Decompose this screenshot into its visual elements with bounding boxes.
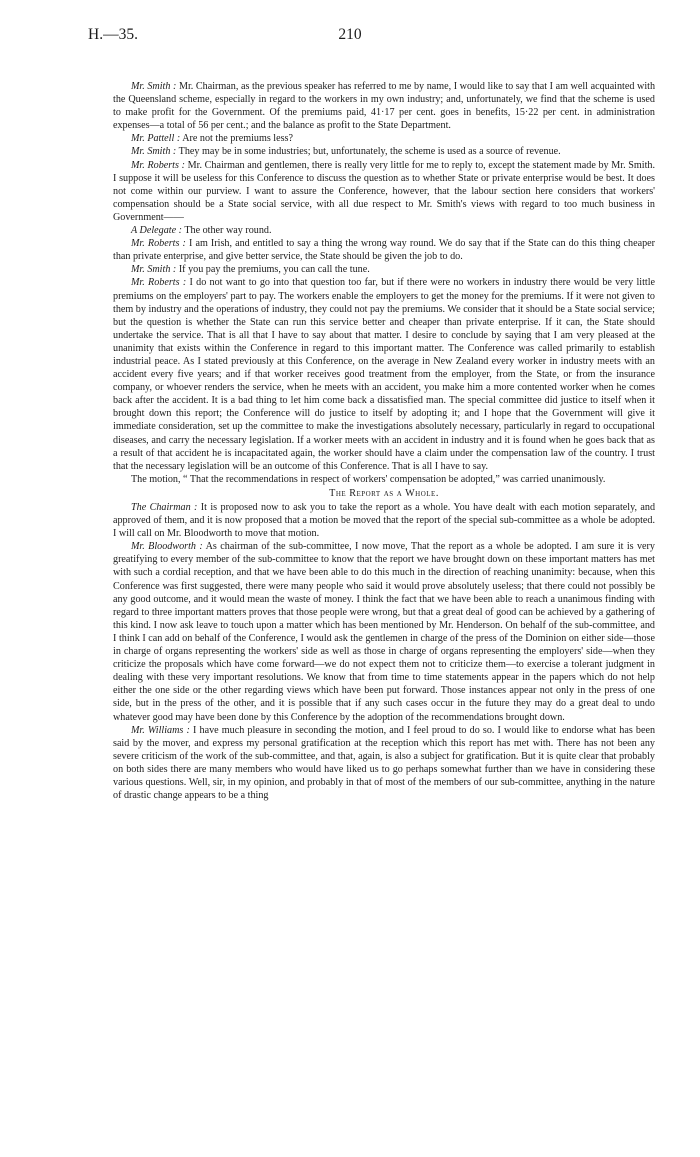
paragraph — [113, 540, 655, 723]
paragraph-text: Mr. Chairman and gentlemen, there is really very little for me to reply to, except the statement made by Mr. Smith. I suppose it will be useless for this Conference to discuss the question as to whether State or private enterprise would be best. It does not come within our purview. I want to assure the Conference, however, that the labour section here considers that workers' compensation should be a State social service, with all due respect to Mr. Smith's views with regard to too much business in Government—— — [113, 159, 656, 223]
page-number: 210 — [338, 26, 362, 43]
section-heading: The Report as a Whole. — [329, 487, 439, 499]
paragraph-text: Mr. Chairman, as the previous speaker has referred to me by name, I would like to say that I am well acquainted with the Queensland scheme, especially in regard to the workers in my own industry; and, unfortunately, we find that the scheme is used to make profit for the Government. Of the premiums paid, 41·17 per cent. goes in benefits, 15·22 per cent. in administration expenses—a total of 56 per cent.; and the balance as profit to the State Department. — [113, 81, 656, 132]
speaker-name: Mr. Smith : — [131, 146, 177, 158]
speaker-name: Mr. Roberts : — [131, 238, 186, 250]
paragraph-text: As chairman of the sub-committee, I now move, That the report as a whole be adopted. I am sure it is very greatifying to every member of the sub-committee to know that the report we have brought down on these important matters has met with such a cordial reception, and that we have been able to do this much in the direction of reaching unanimity: because, when this Conference was first suggested, there were many people who said it would prove absolutely useless; that there could not possibly be any good outcome, and it would mean the waste of money. I think the fact that we have been able to reach a unanimous finding with regard to three important matters proves that those people were wrong, but that a great deal of good can be achieved by a gathering of this kind. I now ask leave to touch upon a matter which has been mentioned by Mr. Henderson. On behalf of the sub-committee, and I think I can add on behalf of the Conference, I would ask the gentlemen in charge of the press of the Dominion on either side—those in charge of organs representing the workers' side as well as those in charge of organs representing the employers' side—when they criticize the proposals which have come forward—we do not expect them not to criticize them—to exercise a tolerant judgment in dealing with these very important resolutions. We know that from time to time statements appear in the papers which do not help either the one side or the other regarding views which have been put forward. Those instances appear not only in the press of one side, but in the press of the other, and it is possible that if any such cases occur in the future they may do a great deal to undo whatever good may have been done by this Conference by the adoption of the recommendations brought down. — [113, 541, 655, 723]
paragraph — [113, 724, 655, 803]
page-header — [88, 26, 612, 46]
paragraph-text: Are not the premiums less? — [182, 133, 293, 145]
speaker-name: Mr. Roberts : — [131, 159, 185, 171]
paragraph-text: The other way round. — [184, 225, 272, 237]
motion-result-paragraph — [113, 473, 655, 486]
paragraph — [113, 159, 655, 224]
paragraph — [113, 132, 655, 145]
paragraph — [113, 237, 655, 263]
speaker-name: Mr. Bloodworth : — [131, 541, 203, 553]
paragraph-text: I am Irish, and entitled to say a thing the wrong way round. We do say that if the State can do this thing cheaper than private enterprise, and give better service, the State should be given the job to do. — [113, 238, 656, 263]
paragraph — [113, 80, 655, 132]
paragraph-text: I do not want to go into that question too far, but if there were no workers in industry there would be very little premiums on the employers' part to pay. The workers enable the employers to get the money for the premiums. If it were not given to them by industry and the operations of industry, they could not pay the premiums. We consider that it should be a State social service; but the question is whether the State can run this service better and cheaper than private enterprise. If it can, the State should undertake the service. That is all that I have to say about that matter. I desire to conclude by saying that I am very pleased at the unanimity that exists within the Conference in regard to this important matter. The Conference was called primarily to establish industrial peace. As I stated previously at this Conference, on the average in New Zealand every worker in industry meets with an accident every five years; and if that worker receives good treatment from the employer, from the State, or from the insurance company, or whoever renders the service, when he meets with an accident, you make him a more contented worker when he comes back after the accident. It is a bad thing to let him come back a dissatisfied man. The special committee did justice to itself when it brought down this report; the Conference will do justice to itself by adopting it; and I hope that the Government will give it immediate consideration, set up the committee to make the investigations absolutely necessary, particularly in regard to occupational diseases, and carry the necessary legislation. If a worker meets with an accident in industry and it is found when he goes back that as a result of that accident he is incapacitated again, the worker should have a claim under the compensation law of the country. I trust that the necessary legislation will be an outcome of this Conference. That is all I have to say. — [113, 277, 656, 472]
speaker-name: The Chairman : — [131, 502, 198, 513]
speaker-name: Mr. Smith : — [131, 81, 177, 92]
paragraph-text: I have much pleasure in seconding the motion, and I feel proud to do so. I would like to endorse what has been said by the mover, and express my personal gratification at the reception which this report has met with. There has not been any severe criticism of the work of the sub-committee, and that, again, is also a subject for gratification. But it is quite clear that probably on both sides there are many members who would have liked us to go perhaps somewhat further than we have in considering these various questions. Well, sir, in my opinion, and probably in that of most of the members of our sub-committee, anything in the nature of drastic change appears to be a thing — [113, 724, 656, 802]
paragraph — [113, 501, 655, 540]
document-reference: H.—35. — [88, 26, 138, 43]
paragraph-text: It is proposed now to ask you to take the report as a whole. You have dealt with each motion separately, and approved of them, and it is now proposed that a motion be moved that the report of the special sub-committee as a whole be adopted. I will call on Mr. Bloodworth to move that motion. — [113, 502, 656, 540]
speaker-name: Mr. Smith : — [131, 264, 177, 276]
document-body — [113, 80, 655, 802]
speaker-name: Mr. Pattell : — [131, 133, 181, 145]
paragraph — [113, 224, 655, 237]
paragraph — [113, 263, 655, 276]
paragraph-text: The motion, “ That the recommendations in respect of workers' compensation be adopted,” was carried unanimously. — [131, 473, 606, 485]
paragraph-text: If you pay the premiums, you can call the tune. — [178, 264, 370, 276]
speaker-name: A Delegate : — [131, 225, 182, 237]
paragraph — [113, 276, 655, 472]
paragraph — [113, 145, 655, 158]
speaker-name: Mr. Roberts : — [131, 277, 187, 289]
paragraph-text: They may be in some industries; but, unfortunately, the scheme is used as a source of revenue. — [178, 146, 561, 158]
speaker-name: Mr. Williams : — [131, 724, 190, 736]
